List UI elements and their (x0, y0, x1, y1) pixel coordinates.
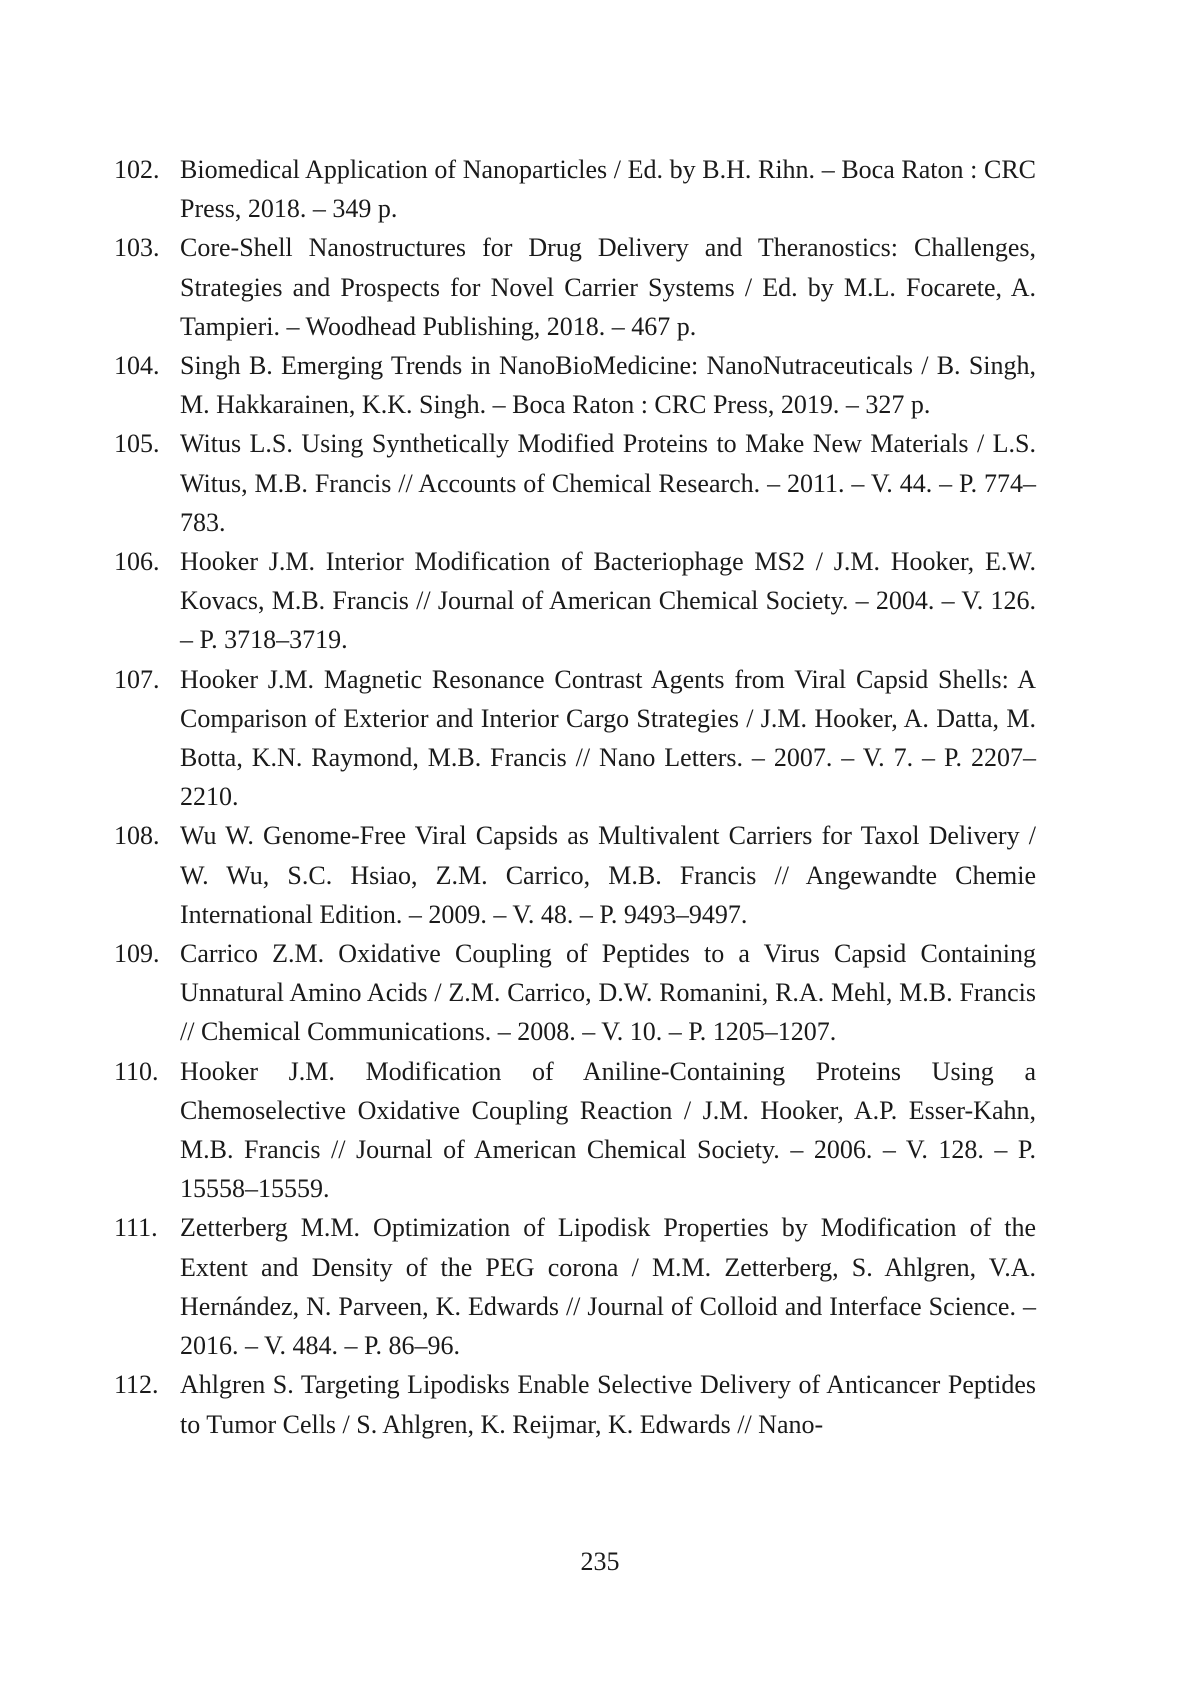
reference-text: Zetterberg M.M. Optimization of Lipodisk Properties by Modification of the Extent and Density of the PEG corona / M.M. Zetterberg, S. Ahlgren, V.A. Hernández, N. Parveen, K. Edwards // Journal of Colloid and Inter­face Science. – 2016. – V. 484. – P. 86–96. (180, 1208, 1036, 1365)
reference-number: 110. (114, 1052, 180, 1091)
reference-number: 107. (114, 660, 180, 699)
reference-item (114, 150, 1036, 228)
reference-text: Hooker J.M. Magnetic Resonance Contrast Agents from Viral Capsid Shells: A Comparison of Exterior and Interior Cargo Strategies / J.M. Hooker, A. Datta, M. Botta, K.N. Raymond, M.B. Francis // Nano Letters. – 2007. – V. 7. – P. 2207–2210. (180, 660, 1036, 817)
reference-item (114, 228, 1036, 346)
reference-number: 102. (114, 150, 180, 189)
reference-text: Carrico Z.M. Oxidative Coupling of Peptides to a Virus Capsid Containing Unnatural Amino Acids / Z.M. Carrico, D.W. Romanini, R.A. Mehl, M.B. Francis // Chemical Communications. – 2008. – V. 10. – P. 1205–1207. (180, 934, 1036, 1052)
reference-text: Core-Shell Nanostructures for Drug Delivery and Theranostics: Challeng­es, Strategies and Prospects for Novel Carrier Systems / Ed. by M.L. Fo­carete, A. Tampieri. – Woodhead Publishing, 2018. – 467 p. (180, 228, 1036, 346)
document-page (0, 0, 1200, 1690)
reference-number: 109. (114, 934, 180, 973)
reference-number: 103. (114, 228, 180, 267)
reference-number: 108. (114, 816, 180, 855)
reference-item (114, 1208, 1036, 1365)
reference-number: 106. (114, 542, 180, 581)
reference-item (114, 1365, 1036, 1443)
reference-item (114, 542, 1036, 660)
page-number: 235 (0, 1546, 1200, 1578)
reference-number: 104. (114, 346, 180, 385)
reference-item (114, 816, 1036, 934)
reference-item (114, 934, 1036, 1052)
reference-item (114, 346, 1036, 424)
reference-text: Hooker J.M. Interior Modification of Bacteriophage MS2 / J.M. Hooker, E.W. Kovacs, M.B. Francis // Journal of American Chemical Society. – 2004. – V. 126. – P. 3718–3719. (180, 542, 1036, 660)
reference-number: 112. (114, 1365, 180, 1404)
reference-number: 111. (114, 1208, 180, 1247)
reference-text: Wu W. Genome-Free Viral Capsids as Multivalent Carriers for Taxol De­livery / W. Wu, S.C. Hsiao, Z.M. Carrico, M.B. Francis // Angewandte Chemie International Edition. – 2009. – V. 48. – P. 9493–9497. (180, 816, 1036, 934)
reference-item (114, 1052, 1036, 1209)
reference-item (114, 660, 1036, 817)
reference-text: Hooker J.M. Modification of Aniline-Containing Proteins Using a Chemoselective Oxidative Coupling Reaction / J.M. Hooker, A.P. Esser-Kahn, M.B. Francis // Journal of American Chemical Society. – 2006. – V. 128. – P. 15558–15559. (180, 1052, 1036, 1209)
reference-text: Witus L.S. Using Synthetically Modified Proteins to Make New Materials / L.S. Witus, M.B. Francis // Accounts of Chemical Research. – 2011. – V. 44. – P. 774–783. (180, 424, 1036, 542)
reference-item (114, 424, 1036, 542)
reference-list (114, 150, 1036, 1444)
reference-text: Biomedical Application of Nanoparticles / Ed. by B.H. Rihn. – Boca Raton : CRC Press, 2018. – 349 p. (180, 150, 1036, 228)
reference-text: Singh B. Emerging Trends in NanoBioMedicine: NanoNutraceuticals / B. Singh, M. Hakkarainen, K.K. Singh. – Boca Raton : CRC Press, 2019. – 327 p. (180, 346, 1036, 424)
reference-number: 105. (114, 424, 180, 463)
reference-text: Ahlgren S. Targeting Lipodisks Enable Selective Delivery of Anticancer Peptides to Tumor Cells / S. Ahlgren, K. Reijmar, K. Edwards // Nano- (180, 1365, 1036, 1443)
